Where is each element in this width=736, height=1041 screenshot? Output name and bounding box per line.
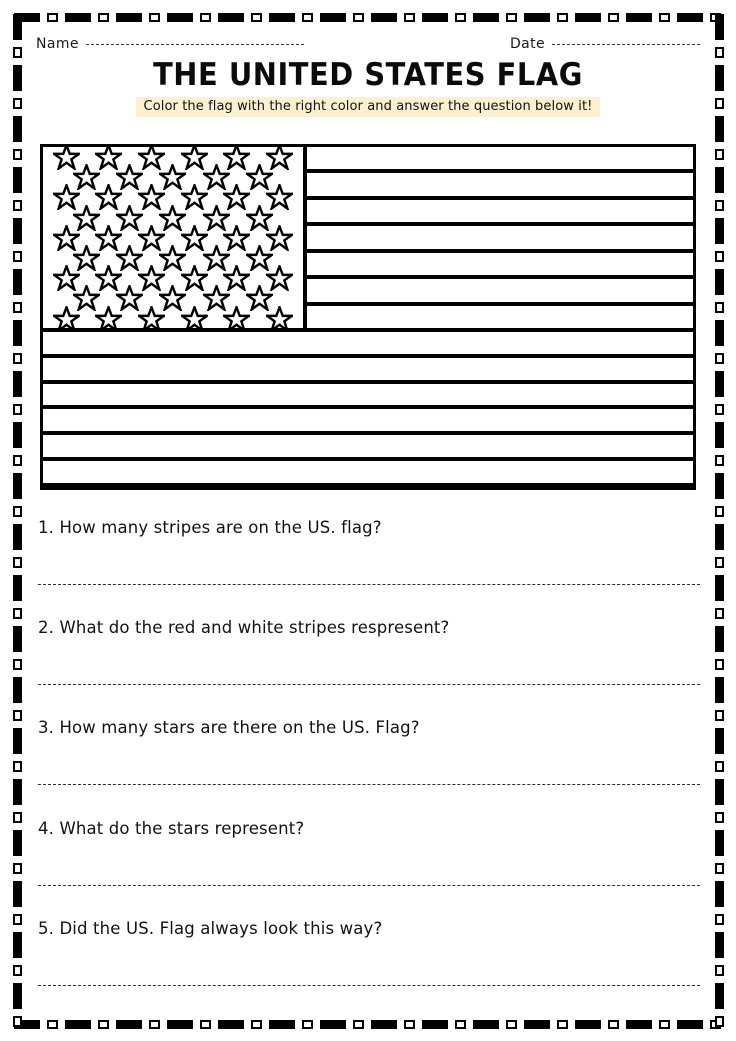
border-dash (715, 371, 724, 397)
border-dash (13, 881, 22, 907)
border-dash (13, 524, 22, 550)
flag-inner (43, 147, 693, 487)
border-dash (715, 881, 724, 907)
border-dash (715, 218, 724, 244)
border-square (715, 251, 724, 262)
border-square (13, 557, 22, 568)
border-dash (473, 1020, 499, 1029)
border-square (13, 506, 22, 517)
border-dash (715, 677, 724, 703)
answer-write-line[interactable] (38, 684, 700, 685)
border-square (715, 761, 724, 772)
question-text: 3. How many stars are there on the US. Flag? (38, 718, 420, 738)
border-square (353, 1020, 364, 1029)
five-pointed-star-icon (223, 306, 250, 332)
border-square (455, 13, 466, 22)
border-square (13, 404, 22, 415)
border-dash (422, 13, 448, 22)
page-title: THE UNITED STATES FLAG (153, 57, 583, 93)
border-square (715, 608, 724, 619)
page-border-right (710, 14, 728, 1027)
border-square (715, 149, 724, 160)
border-square (13, 302, 22, 313)
border-dash (269, 1020, 295, 1029)
star-icon (95, 306, 122, 332)
border-square (13, 1016, 22, 1027)
subtitle-container (0, 97, 736, 117)
border-dash (13, 14, 22, 40)
border-dash (65, 1020, 91, 1029)
border-square (13, 761, 22, 772)
border-dash (269, 13, 295, 22)
border-square (98, 1020, 109, 1029)
border-square (13, 353, 22, 364)
star-icon (53, 306, 80, 332)
border-dash (715, 626, 724, 652)
border-square (149, 1020, 160, 1029)
border-dash (715, 320, 724, 346)
border-dash (677, 1020, 703, 1029)
border-square (149, 13, 160, 22)
border-dash (715, 14, 724, 40)
flag-stripe (43, 435, 693, 461)
border-square (455, 1020, 466, 1029)
border-square (13, 659, 22, 670)
border-square (200, 13, 211, 22)
border-square (715, 506, 724, 517)
star-row (43, 288, 303, 308)
instruction-text: Color the flag with the right color and answer the question below it! (136, 97, 601, 117)
border-dash (715, 65, 724, 91)
border-square (47, 13, 58, 22)
flag-stripe (307, 306, 693, 332)
border-square (715, 353, 724, 364)
border-square (715, 965, 724, 976)
five-pointed-star-icon (138, 306, 165, 332)
border-dash (524, 13, 550, 22)
flag-stripe (307, 253, 693, 279)
border-dash (218, 1020, 244, 1029)
border-dash (13, 779, 22, 805)
answer-write-line[interactable] (38, 985, 700, 986)
border-dash (626, 13, 652, 22)
border-dash (715, 728, 724, 754)
border-dash (13, 116, 22, 142)
five-pointed-star-icon (266, 306, 293, 332)
flag-stripe (307, 200, 693, 226)
border-square (302, 13, 313, 22)
border-square (13, 47, 22, 58)
question-text: 4. What do the stars represent? (38, 818, 305, 838)
answer-write-line[interactable] (38, 885, 700, 886)
border-dash (65, 13, 91, 22)
question-block (38, 819, 700, 919)
question-block (38, 618, 700, 718)
border-dash (13, 371, 22, 397)
star-row (43, 167, 303, 187)
border-dash (524, 1020, 550, 1029)
star-row (43, 248, 303, 268)
border-dash (13, 626, 22, 652)
border-square (404, 1020, 415, 1029)
border-square (353, 13, 364, 22)
flag-stripe (43, 332, 693, 358)
border-square (98, 13, 109, 22)
border-square (715, 302, 724, 313)
flag-stripe (43, 358, 693, 384)
flag-stripe (307, 173, 693, 199)
star-row (43, 309, 303, 329)
border-square (715, 863, 724, 874)
border-dash (167, 13, 193, 22)
five-pointed-star-icon (95, 306, 122, 332)
border-square (302, 1020, 313, 1029)
border-dash (320, 13, 346, 22)
question-text: 1. How many stripes are on the US. flag? (38, 518, 382, 537)
border-square (13, 149, 22, 160)
star-icon (266, 306, 293, 332)
border-dash (715, 575, 724, 601)
border-dash (575, 1020, 601, 1029)
question-text: 5. Did the US. Flag always look this way? (38, 918, 383, 938)
name-date-row (36, 36, 700, 52)
border-square (13, 455, 22, 466)
star-row (43, 208, 303, 228)
border-square (659, 13, 670, 22)
border-dash (13, 422, 22, 448)
border-dash (715, 269, 724, 295)
border-dash (13, 269, 22, 295)
border-dash (715, 779, 724, 805)
border-dash (13, 830, 22, 856)
border-square (13, 914, 22, 925)
border-dash (715, 983, 724, 1009)
border-dash (13, 167, 22, 193)
border-dash (715, 830, 724, 856)
border-dash (13, 677, 22, 703)
question-text: 2. What do the red and white stripes respresent? (38, 618, 450, 638)
page-border-left (8, 14, 26, 1027)
flag-stripe (43, 461, 693, 487)
border-dash (13, 983, 22, 1009)
border-dash (715, 524, 724, 550)
border-square (715, 710, 724, 721)
five-pointed-star-icon (53, 306, 80, 332)
border-square (13, 200, 22, 211)
border-square (13, 608, 22, 619)
border-dash (320, 1020, 346, 1029)
border-dash (473, 13, 499, 22)
us-flag-figure[interactable] (40, 144, 696, 490)
border-dash (715, 167, 724, 193)
star-icon (138, 306, 165, 332)
flag-stripe (307, 147, 693, 173)
border-dash (13, 575, 22, 601)
border-square (13, 812, 22, 823)
star-icon (223, 306, 250, 332)
border-square (506, 1020, 517, 1029)
name-field[interactable] (36, 36, 304, 52)
border-square (715, 659, 724, 670)
border-square (47, 1020, 58, 1029)
border-square (557, 13, 568, 22)
border-dash (677, 13, 703, 22)
border-square (608, 1020, 619, 1029)
border-square (715, 47, 724, 58)
border-square (13, 251, 22, 262)
border-dash (13, 932, 22, 958)
border-square (715, 455, 724, 466)
border-square (659, 1020, 670, 1029)
border-square (715, 404, 724, 415)
answer-write-line[interactable] (38, 584, 700, 585)
border-square (506, 13, 517, 22)
question-block (38, 919, 700, 1019)
border-square (13, 863, 22, 874)
border-square (251, 1020, 262, 1029)
border-square (715, 557, 724, 568)
name-label: Name (36, 36, 79, 52)
border-square (13, 710, 22, 721)
flag-stripe (307, 226, 693, 252)
border-dash (575, 13, 601, 22)
name-write-line[interactable] (86, 44, 304, 45)
star-icon (181, 306, 208, 332)
border-dash (13, 65, 22, 91)
border-dash (422, 1020, 448, 1029)
border-square (715, 200, 724, 211)
border-square (557, 1020, 568, 1029)
border-dash (371, 1020, 397, 1029)
flag-canton (43, 147, 307, 332)
question-block (38, 718, 700, 818)
border-dash (13, 320, 22, 346)
border-dash (167, 1020, 193, 1029)
date-write-line[interactable] (552, 44, 700, 45)
border-square (715, 812, 724, 823)
flag-stripe (307, 279, 693, 305)
flag-stripe (43, 384, 693, 410)
border-dash (13, 473, 22, 499)
question-block (38, 518, 700, 618)
border-dash (715, 422, 724, 448)
border-square (200, 1020, 211, 1029)
questions-list (38, 518, 700, 1019)
border-square (608, 13, 619, 22)
border-dash (218, 13, 244, 22)
five-pointed-star-icon (181, 306, 208, 332)
border-dash (13, 218, 22, 244)
date-field[interactable] (510, 36, 700, 52)
border-dash (116, 1020, 142, 1029)
flag-stripe (43, 410, 693, 436)
border-dash (715, 932, 724, 958)
border-dash (715, 473, 724, 499)
date-label: Date (509, 36, 545, 52)
answer-write-line[interactable] (38, 784, 700, 785)
page-border-top (14, 8, 722, 26)
border-square (13, 965, 22, 976)
border-dash (371, 13, 397, 22)
border-square (715, 1016, 724, 1027)
border-dash (715, 116, 724, 142)
border-dash (626, 1020, 652, 1029)
border-square (251, 13, 262, 22)
border-dash (13, 728, 22, 754)
border-dash (116, 13, 142, 22)
border-square (715, 914, 724, 925)
border-square (404, 13, 415, 22)
